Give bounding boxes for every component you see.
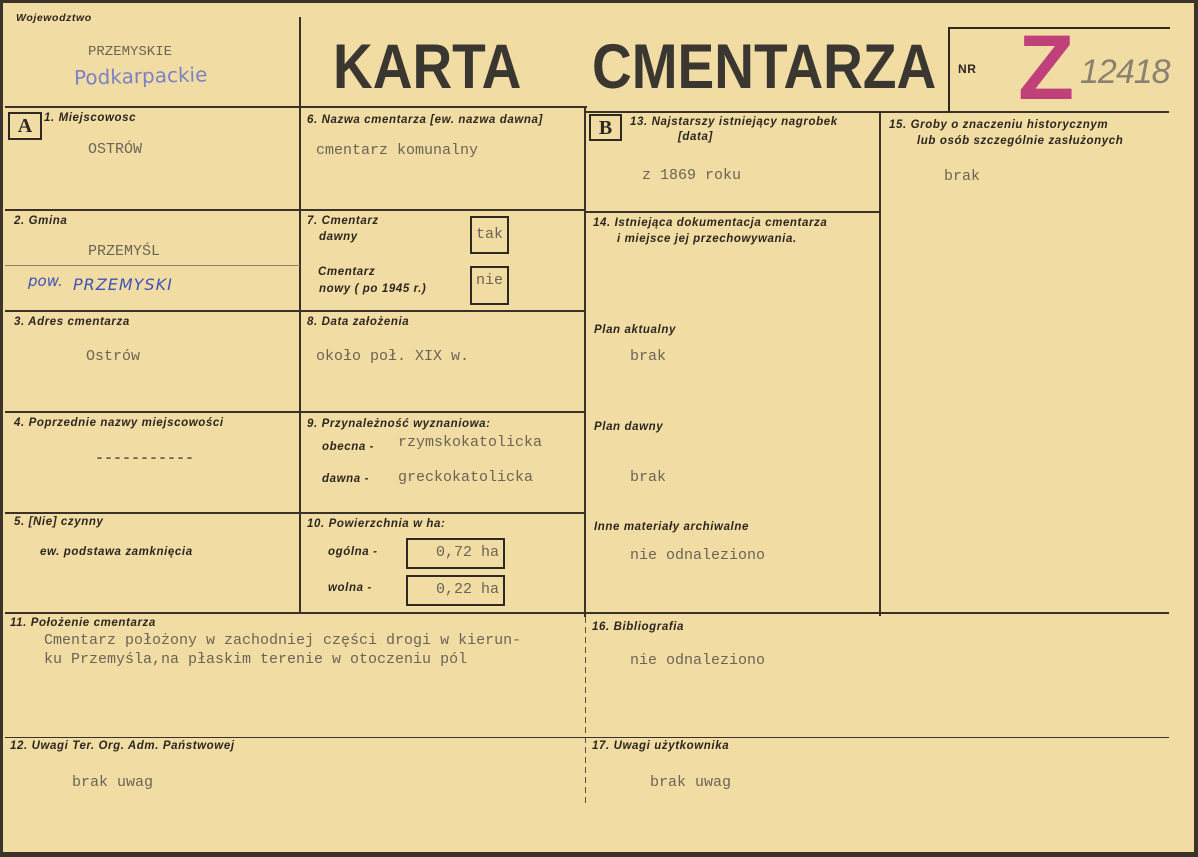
free-area-label: wolna - bbox=[328, 582, 372, 594]
total-area-value: 0,72 ha bbox=[435, 544, 499, 561]
former-denomination-value: greckokatolicka bbox=[398, 469, 534, 486]
new-cemetery-value: nie bbox=[476, 272, 504, 289]
field-5-label: 5. [Nie] czynny bbox=[14, 516, 104, 528]
field-1-label: 1. Miejscowosc bbox=[44, 112, 137, 124]
wojewodztwo-value: PRZEMYSKIE bbox=[88, 44, 173, 60]
total-area-box bbox=[406, 538, 505, 569]
other-archives-label: Inne materiały archiwalne bbox=[594, 521, 749, 533]
field-9-label: 9. Przynależność wyznaniowa: bbox=[307, 418, 491, 430]
powiat-label: pow. bbox=[28, 272, 63, 290]
field-7-new-sub: nowy ( po 1945 r.) bbox=[319, 283, 427, 295]
powiat-value: PRZEMYSKI bbox=[73, 275, 173, 294]
field-3-value: Ostrów bbox=[86, 348, 141, 365]
field-8-value: około poł. XIX w. bbox=[316, 348, 470, 365]
field-13-value: z 1869 roku bbox=[642, 167, 742, 184]
divider bbox=[585, 211, 880, 213]
field-11-label: 11. Położenie cmentarza bbox=[10, 617, 156, 629]
current-denomination-label: obecna - bbox=[322, 441, 375, 453]
former-denomination-label: dawna - bbox=[322, 473, 370, 485]
field-17-label: 17. Uwagi użytkownika bbox=[592, 740, 730, 752]
field-7-old-label: 7. Cmentarz bbox=[307, 215, 379, 227]
divider bbox=[5, 310, 585, 312]
divider bbox=[879, 112, 881, 616]
field-6-label: 6. Nazwa cmentarza [ew. nazwa dawna] bbox=[307, 114, 543, 126]
old-cemetery-value: tak bbox=[476, 226, 504, 243]
field-2-value: PRZEMYŚL bbox=[88, 243, 161, 260]
divider bbox=[5, 512, 585, 514]
title-word-cmentarza: CMENTARZA bbox=[592, 30, 937, 102]
other-archives-value: nie odnaleziono bbox=[630, 547, 766, 564]
nr-number: 12418 bbox=[1080, 53, 1170, 91]
title-word-karta: KARTA bbox=[333, 30, 522, 102]
field-15-sub: lub osób szczególnie zasłużonych bbox=[917, 135, 1124, 147]
new-cemetery-box bbox=[470, 266, 509, 305]
divider bbox=[5, 209, 585, 211]
field-16-label: 16. Bibliografia bbox=[592, 621, 685, 633]
field-6-value: cmentarz komunalny bbox=[316, 142, 479, 159]
free-area-box bbox=[406, 575, 505, 606]
plan-current-value: brak bbox=[630, 348, 667, 365]
divider bbox=[5, 265, 300, 266]
field-14-label: 14. Istniejąca dokumentacja cmentarza bbox=[593, 217, 828, 229]
field-1-value: OSTRÓW bbox=[88, 141, 143, 158]
plan-old-value: brak bbox=[630, 469, 667, 486]
section-a-badge: A bbox=[8, 112, 42, 140]
plan-current-label: Plan aktualny bbox=[594, 324, 676, 336]
field-5-sub: ew. podstawa zamknięcia bbox=[40, 546, 193, 558]
divider bbox=[584, 107, 586, 617]
field-15-value: brak bbox=[944, 168, 981, 185]
free-area-value: 0,22 ha bbox=[435, 581, 499, 598]
wojewodztwo-label: Wojewodztwo bbox=[16, 12, 92, 24]
field-3-label: 3. Adres cmentarza bbox=[14, 316, 130, 328]
current-denomination-value: rzymskokatolicka bbox=[398, 434, 543, 451]
field-10-label: 10. Powierzchnia w ha: bbox=[307, 518, 446, 530]
field-4-label: 4. Poprzednie nazwy miejscowości bbox=[14, 417, 224, 429]
field-12-label: 12. Uwagi Ter. Org. Adm. Państwowej bbox=[10, 740, 235, 752]
divider bbox=[5, 411, 585, 413]
field-13-label: 13. Najstarszy istniejący nagrobek bbox=[630, 116, 838, 128]
divider bbox=[5, 612, 1169, 614]
wojewodztwo-stamp: Podkarpackie bbox=[73, 62, 208, 90]
plan-old-label: Plan dawny bbox=[594, 421, 664, 433]
field-8-label: 8. Data założenia bbox=[307, 316, 410, 328]
field-4-value: ----------- bbox=[95, 450, 195, 467]
field-15-label: 15. Groby o znaczeniu historycznym bbox=[889, 119, 1109, 131]
nr-label: NR bbox=[958, 62, 977, 76]
old-cemetery-box bbox=[470, 216, 509, 254]
field-2-label: 2. Gmina bbox=[14, 215, 68, 227]
section-b-badge: B bbox=[589, 114, 622, 141]
nr-prefix: Z bbox=[1018, 17, 1075, 119]
field-11-line2: ku Przemyśla,na płaskim terenie w otoczeniu pól bbox=[44, 651, 468, 668]
field-16-value: nie odnaleziono bbox=[630, 652, 766, 669]
field-13-sub: [data] bbox=[678, 131, 713, 143]
field-17-value: brak uwag bbox=[650, 774, 732, 791]
field-12-value: brak uwag bbox=[72, 774, 154, 791]
field-14-sub: i miejsce jej przechowywania. bbox=[617, 233, 797, 245]
field-11-line1: Cmentarz położony w zachodniej części drogi w kierun- bbox=[44, 632, 522, 649]
field-7-new-label: Cmentarz bbox=[318, 266, 376, 278]
field-7-old-sub: dawny bbox=[319, 231, 358, 243]
divider bbox=[5, 106, 587, 108]
divider bbox=[5, 737, 1169, 738]
total-area-label: ogólna - bbox=[328, 546, 378, 558]
divider-dashed bbox=[585, 617, 586, 805]
